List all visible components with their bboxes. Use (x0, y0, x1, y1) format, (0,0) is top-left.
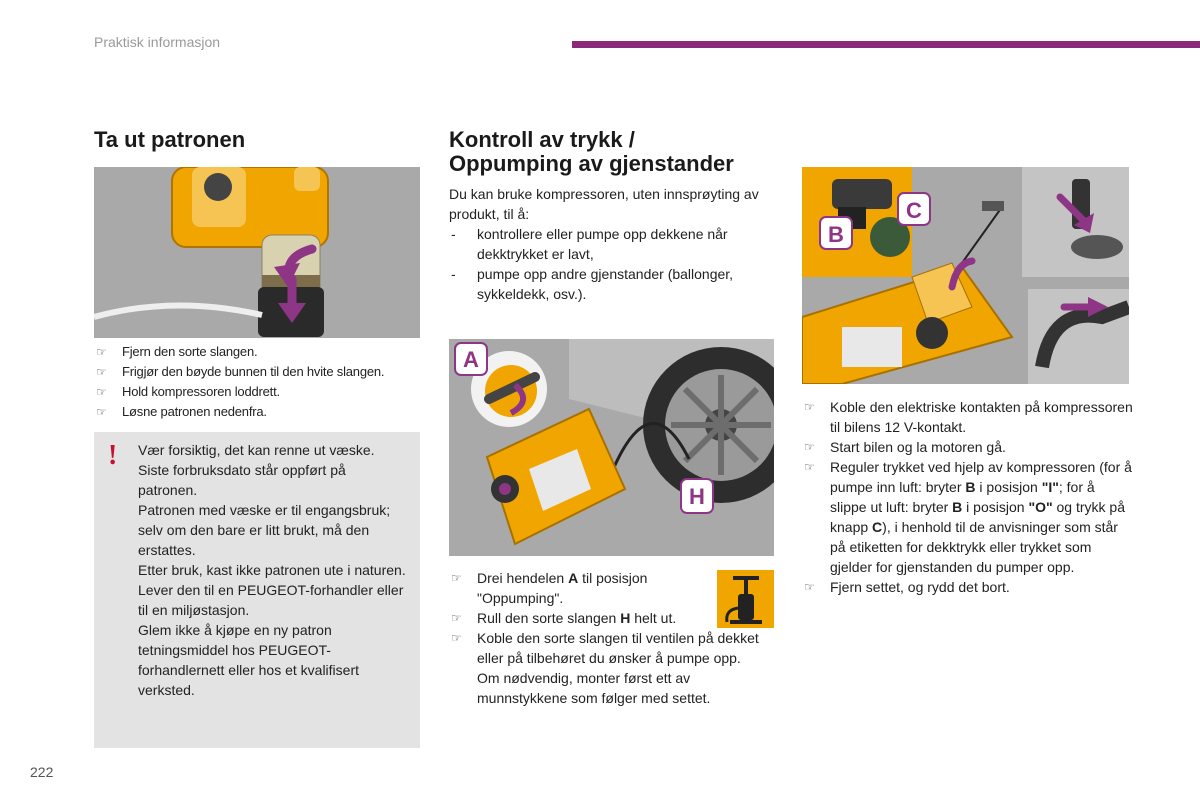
warning-text (138, 440, 408, 700)
pump-icon (717, 570, 774, 628)
middle-dash-list (449, 224, 774, 304)
bullet-hand-icon: ☞ (451, 571, 462, 585)
list-item: ☞ Hold kompressoren loddrett. (94, 382, 424, 402)
left-bullet-list (94, 342, 424, 422)
list-item: ☞ Koble den elektriske kontakten på kompressoren til bilens 12 V-kontakt. (804, 399, 1133, 435)
list-item: ☞ Drei hendelen A til posisjon "Oppumping". (451, 570, 648, 606)
list-item: ☞ Fjern settet, og rydd det bort. (804, 579, 1010, 595)
header-accent-bar (572, 41, 1200, 48)
bullet-hand-icon: ☞ (96, 385, 107, 399)
list-item: - pumpe opp andre gjenstander (ballonger, sykkeldekk, osv.). (451, 266, 734, 302)
bullet-hand-icon: ☞ (96, 345, 107, 359)
bullet-hand-icon: ☞ (804, 440, 815, 454)
label-c: C (906, 198, 922, 223)
list-item: ☞ Koble den sorte slangen til ventilen på dekket eller på tilbehøret du ønsker å pumpe opp. Om nødvendig, monter først ett av munnstykkene som følger med settet. (449, 628, 777, 708)
label-a: A (463, 347, 479, 372)
warning-icon: ! (108, 440, 118, 471)
warning-paragraph: Etter bruk, kast ikke patronen ute i naturen. Lever den til en PEUGEOT-forhandler eller til en miljøstasjon. (138, 562, 406, 618)
bullet-hand-icon: ☞ (451, 611, 462, 625)
section-label: Praktisk informasjon (94, 34, 221, 50)
bullet-hand-icon: ☞ (96, 405, 107, 419)
right-steps-list (802, 397, 1134, 597)
middle-steps-list (449, 568, 759, 708)
bullet-hand-icon: ☞ (804, 460, 815, 474)
compressor-tyre-illustration (449, 339, 774, 556)
warning-box (94, 432, 420, 748)
list-item: ☞ Løsne patronen nedenfra. (94, 402, 424, 422)
list-item: ☞ Frigjør den bøyde bunnen til den hvite slangen. (94, 362, 424, 382)
bullet-hand-icon: ☞ (804, 580, 815, 594)
warning-paragraph: Patronen med væske er til engangsbruk; selv om den bare er litt brukt, må den erstattes. (138, 502, 391, 558)
warning-paragraph: Vær forsiktig, det kan renne ut væske. Siste forbruksdato står oppført på patronen. (138, 442, 375, 498)
bullet-hand-icon: ☞ (804, 400, 815, 414)
cartridge-illustration (94, 167, 420, 338)
bullet-hand-icon: ☞ (451, 631, 462, 645)
list-item: ☞ Start bilen og la motoren gå. (804, 439, 1006, 455)
label-b: B (828, 222, 844, 247)
list-item: ☞ Rull den sorte slangen H helt ut. (451, 610, 677, 626)
compressor-plug-illustration (802, 167, 1129, 384)
warning-paragraph: Glem ikke å kjøpe en ny patron tetningsmiddel hos PEUGEOT-forhandlernett eller hos et kvalifisert verksted. (138, 622, 359, 698)
label-h: H (689, 484, 705, 509)
page-number: 222 (30, 764, 54, 780)
middle-title: Kontroll av trykk / Oppumping av gjenstander (449, 127, 734, 176)
bullet-hand-icon: ☞ (96, 365, 107, 379)
step-note: Om nødvendig, monter først ett av munnstykkene som følger med settet. (477, 670, 711, 706)
list-item: - kontrollere eller pumpe opp dekkene når dekktrykket er lavt, (451, 226, 728, 262)
list-item: ☞ Reguler trykket ved hjelp av kompressoren (for å pumpe inn luft: bryter B i posisjon "I"; for å slippe ut luft: bryter B i posisjon "O" og trykk på knapp C), i henhold til de anvisninger som står på etiketten for dekktrykk eller trykket som gjelder for gjenstanden du pumper opp. (804, 459, 1132, 575)
middle-intro: Du kan bruke kompressoren, uten innsprøyting av produkt, til å: (449, 186, 759, 222)
left-title: Ta ut patronen (94, 127, 246, 152)
list-item: ☞ Fjern den sorte slangen. (94, 342, 424, 362)
